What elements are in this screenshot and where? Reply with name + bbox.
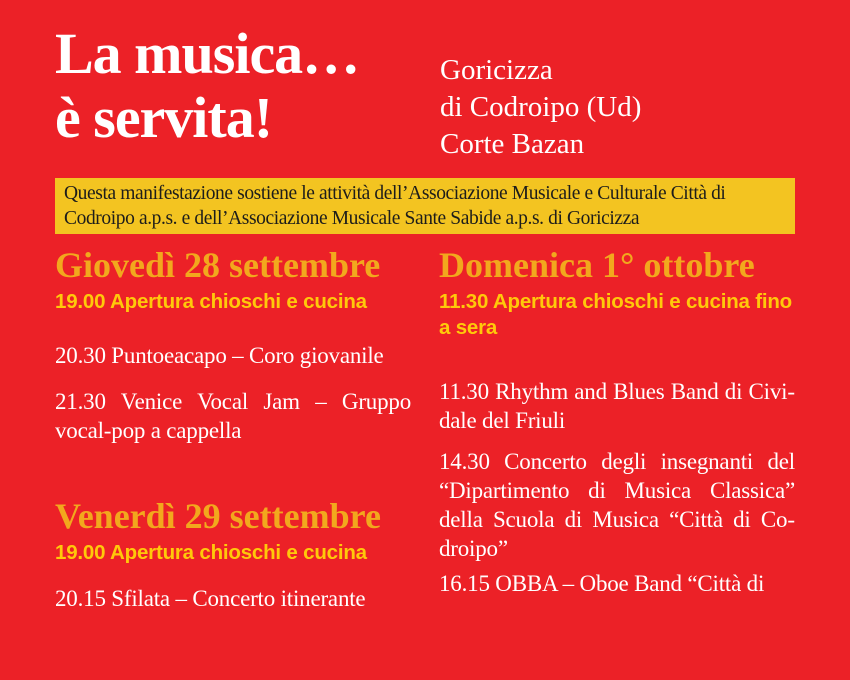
sponsor-banner: Questa manifestazione sostiene le attività dell’Associazione Musicale e Culturale Città di Codroipo a.p.s. e dell’Associazione Musicale Sante Sabide a.p.s. di Goricizza [55, 178, 795, 234]
event-item: 14.30 Concerto degli insegnanti del “Dipartimento di Musica Classica” della Scuola di Musica “Città di Codroipo” [439, 449, 795, 561]
location-line-municipality: di Codroipo (Ud) [440, 91, 642, 123]
opening-line-sunday: 11.30 Apertura chioschi e cucina fino a sera [439, 290, 792, 339]
opening-line-friday: 19.00 Apertura chioschi e cucina [55, 541, 367, 564]
location-block [440, 52, 641, 163]
program-day-friday [55, 489, 411, 613]
event-item: 11.30 Rhythm and Blues Band di Cividale del Friuli [439, 379, 795, 433]
poster-title-line-2: è servita! [55, 85, 273, 150]
poster-title [55, 22, 359, 150]
program-day-sunday [439, 238, 795, 598]
day-heading-friday: Venerdì 29 settembre [55, 496, 381, 536]
location-line-town: Goricizza [440, 54, 553, 86]
day-heading-sunday: Domenica 1° ottobre [439, 245, 755, 285]
program-column-right [439, 238, 795, 680]
event-item-partial: 20.15 Sfilata – Concerto itinerante [55, 586, 366, 611]
location-line-venue: Corte Bazan [440, 128, 585, 160]
event-item-partial: 16.15 OBBA – Oboe Band “Città di [439, 571, 765, 596]
event-item: 20.30 Puntoeacapo – Coro giovanile [55, 343, 384, 368]
opening-line-thursday: 19.00 Apertura chioschi e cucina [55, 290, 367, 313]
day-heading-thursday: Giovedì 28 settembre [55, 245, 381, 285]
program-columns [55, 238, 795, 680]
event-item: 21.30 Venice Vocal Jam – Gruppo vocal-pop a cappella [55, 389, 411, 443]
program-column-left [55, 238, 411, 680]
program-day-thursday [55, 238, 411, 445]
poster-title-line-1: La musica… [55, 21, 360, 86]
